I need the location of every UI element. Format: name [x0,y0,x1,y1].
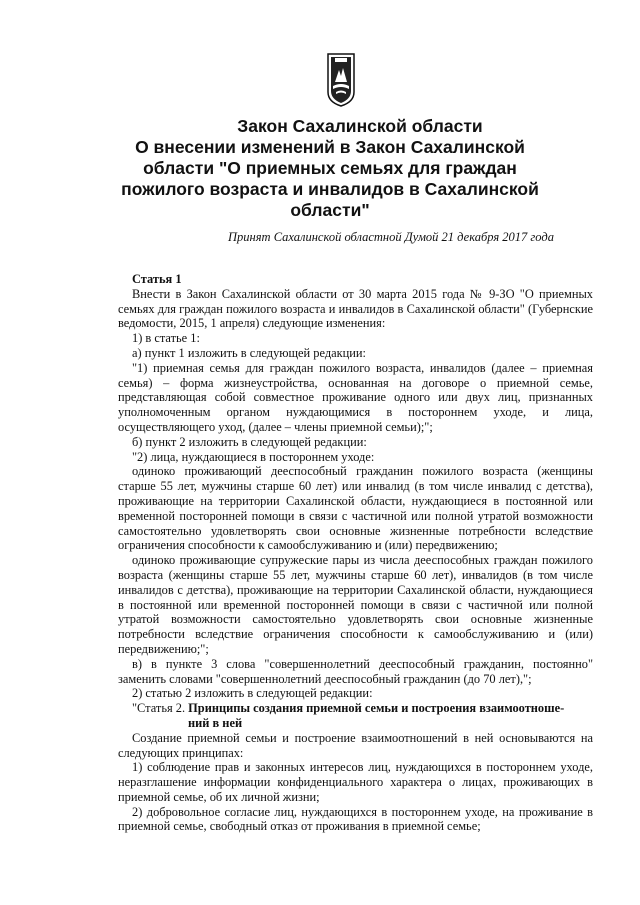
paragraph: "1) приемная семья для граждан пожилого возраста, инвалидов (далее – приемная семья) – форма жизнеустройства, основанная на договоре о приемной семье, представляющая собой совместное проживание одного или двух лиц, признанных уполномоченным органом нуждающимися в постороннем уходе, и лица, осуществляющего уход, (далее – члены приемной семьи);"; [118,360,593,434]
paragraph: одиноко проживающие супружеские пары из числа дееспособных граждан пожилого возраста (женщины старше 55 лет, мужчины старше 60 лет), инвалидов (в том числе инвалидов с детства), проживающие на территории Сахалинской области, нуждающиеся в постоянной или временной посторонней помощи в связи с частичной или полной утратой возможности самостоятельно удовлетворять свои основные жизненные потребности вследствие ограничения способности к самообслуживанию и (или) передвижению;"; [118,553,593,656]
article-heading: Статья 1 [132,272,182,286]
title-line-5: области" [290,200,370,220]
coat-of-arms-icon [326,52,356,108]
article-2-prefix: "Статья 2. [132,701,186,716]
title-line-1: Закон Сахалинской области [237,116,483,136]
paragraph: "2) лица, нуждающиеся в постороннем уходе: [132,449,375,464]
paragraph: в) в пункте 3 слова "совершеннолетний дееспособный гражданин, постоянно" заменить словами "совершеннолетний дееспособный гражданин (до 70 лет),"; [118,656,593,686]
document-title [95,116,565,221]
paragraph: 2) добровольное согласие лиц, нуждающихся в постороннем уходе, на проживание в приемной семье, свободный отказ от проживания в приемной семье; [118,804,593,834]
paragraph: одиноко проживающий дееспособный гражданин пожилого возраста (женщины старше 55 лет, мужчины старше 60 лет) или инвалид (в том числе инвалид с детства), проживающие на территории Сахалинской области, нуждающиеся в постоянной или временной посторонней помощи в связи с частичной или полной утратой возможности самостоятельно удовлетворять свои основные жизненные потребности вследствие ограничения способности к самообслуживанию и (или) передвижению; [118,464,593,553]
title-line-3: области "О приемных семьях для граждан [143,158,517,178]
paragraph: а) пункт 1 изложить в следующей редакции: [132,345,366,360]
paragraph: б) пункт 2 изложить в следующей редакции: [132,434,367,449]
article-2-heading [118,701,593,716]
adoption-note: Принят Сахалинской областной Думой 21 декабря 2017 года [228,230,554,244]
paragraph: 1) в статье 1: [132,331,200,346]
article-2-title-continued: ний в ней [188,715,243,730]
paragraph: 1) соблюдение прав и законных интересов лиц, нуждающихся в постороннем уходе, неразглашение информации конфиденциального характера о лицах, проживающих в приемной семье, об их личной жизни; [118,760,593,804]
title-line-4: пожилого возраста и инвалидов в Сахалинской [121,179,539,199]
title-line-2: О внесении изменений в Закон Сахалинской [135,137,525,157]
document-body [118,272,593,834]
paragraph: Внести в Закон Сахалинской области от 30 марта 2015 года № 9-ЗО "О приемных семьях для граждан пожилого возраста и инвалидов в Сахалинской области" (Губернские ведомости, 2015, 1 апреля) следующие изменения: [118,286,593,331]
paragraph: 2) статью 2 изложить в следующей редакции: [132,686,373,701]
paragraph: Создание приемной семьи и построение взаимоотношений в ней основываются на следующих принципах: [118,730,593,760]
article-2-title: Принципы создания приемной семьи и построения взаимоотноше- [188,701,565,716]
